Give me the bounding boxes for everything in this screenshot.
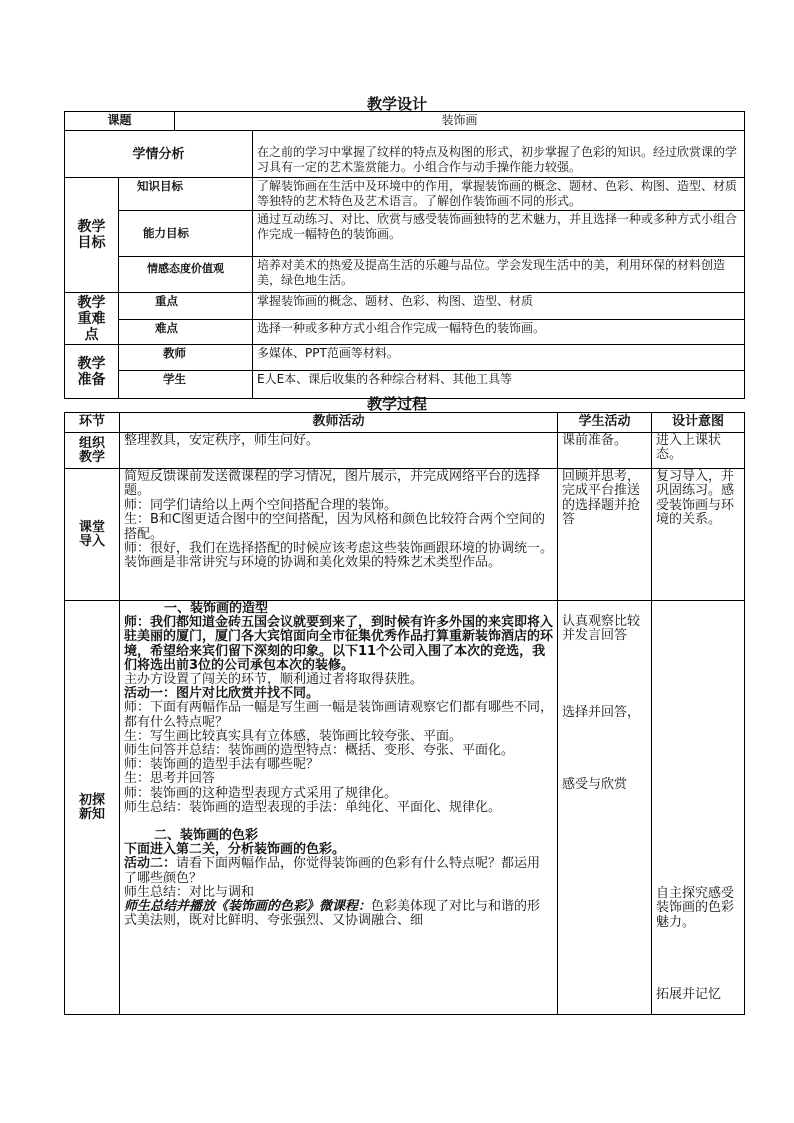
intent-organize: 进入上课状态。 bbox=[652, 433, 745, 469]
ability-row bbox=[65, 211, 745, 257]
explore-paragraph: 师：装饰画的这种造型表现方式采用了规律化。 bbox=[124, 785, 398, 801]
explore-paragraph bbox=[124, 900, 553, 928]
student-note: 选择并回答， bbox=[562, 704, 641, 720]
process-table bbox=[64, 412, 745, 1015]
student-prep-label: 学生 bbox=[119, 371, 253, 399]
intent-explore bbox=[652, 601, 745, 1015]
ability-text: 通过互动练习、对比、欣赏与感受装饰画独特的艺术魅力，并且选择一种或多种方式小组合作完成一幅特色的装饰画。 bbox=[253, 211, 745, 257]
student-prep-text: E人E本、课后收集的各种综合材料、其他工具等 bbox=[253, 371, 745, 399]
lesson-row bbox=[65, 112, 745, 131]
situation-label: 学情分析 bbox=[65, 131, 253, 178]
teacher-prep-text: 多媒体、PPT范画等材料。 bbox=[253, 345, 745, 371]
intro-paragraph: 生：B和C图更适合图中的空间搭配，因为风格和颜色比较符合两个空间的搭配。 bbox=[124, 512, 545, 542]
knowledge-text: 了解装饰画在生活中及环境中的作用，掌握装饰画的概念、题材、色彩、构图、造型、材质等独特的艺术特色及艺术语言。了解创作装饰画不同的形式。 bbox=[253, 178, 745, 211]
row-intro bbox=[65, 469, 745, 601]
student-note: 认真观察比较 bbox=[562, 614, 641, 629]
activity-two-text: 请看下面两幅作品，你觉得装饰画的色彩有什么特点呢？都运用了哪些颜色？ bbox=[124, 856, 541, 886]
focus-row bbox=[65, 293, 745, 320]
explore-paragraph: 师：装饰画的造型手法有哪些呢？ bbox=[124, 757, 320, 773]
goals-label: 教学目标 bbox=[65, 178, 119, 293]
teacher-intro bbox=[120, 469, 558, 601]
intro-paragraph: 师：很好，我们在选择搭配的时候应该考虑这些装饰画跟环境的协调统一。装饰画是非常讲究与环境的协调和美化效果的特殊艺术类型作品。 bbox=[124, 541, 554, 571]
row-organize bbox=[65, 433, 745, 469]
header-intent: 设计意图 bbox=[652, 413, 745, 433]
difficulty-label: 难点 bbox=[119, 320, 253, 345]
explore-paragraph: 下面进入第二关，分析装饰画的色彩。 bbox=[124, 842, 346, 858]
teacher-prep-row bbox=[65, 345, 745, 371]
explore-paragraph: 师生总结：装饰画的造型表现的手法：单纯化、平面化、规律化。 bbox=[124, 799, 502, 815]
difficulty-text: 选择一种或多种方式小组合作完成一幅特色的装饰画。 bbox=[253, 320, 745, 345]
explore-paragraph bbox=[124, 616, 553, 673]
lesson-value: 装饰画 bbox=[175, 112, 745, 131]
stage-explore: 初探新知 bbox=[65, 601, 120, 1015]
focus-text: 掌握装饰画的概念、题材、色彩、构图、造型、材质 bbox=[253, 293, 745, 320]
explore-paragraph: 主办方设置了闯关的环节，顺利通过者将取得获胜。 bbox=[124, 672, 424, 688]
emotion-label: 情感态度价值观 bbox=[119, 257, 253, 293]
spacer bbox=[562, 720, 647, 778]
intent-note: 自主探究感受装饰画的色彩魅力。 bbox=[656, 886, 735, 930]
prep-label: 教学准备 bbox=[65, 345, 119, 399]
spacer bbox=[562, 644, 647, 706]
knowledge-row bbox=[65, 178, 745, 211]
row-explore bbox=[65, 601, 745, 1015]
section-heading: 一、装饰画的造型 bbox=[164, 601, 269, 616]
student-note: 并发言回答 bbox=[562, 628, 628, 644]
explore-paragraph: 生：写生画比较真实具有立体感，装饰画比较夸张、平面。 bbox=[124, 728, 463, 744]
emotion-text: 培养对美术的热爱及提高生活的乐趣与品位。学会发现生活中的美，利用环保的材料创造美，绿色地生活。 bbox=[253, 257, 745, 293]
section-heading: 二、装饰画的色彩 bbox=[154, 828, 259, 844]
doc-title: 教学设计 bbox=[366, 95, 427, 113]
activity-two-label: 活动二： bbox=[124, 856, 177, 872]
stage-organize: 组织教学 bbox=[65, 433, 120, 469]
process-header-row bbox=[65, 413, 745, 433]
explore-paragraph: 师：下面有两幅作品一幅是写生画一幅是装饰画请观察它们都有哪些不同，都有什么特点呢？ bbox=[124, 700, 554, 730]
situation-row bbox=[65, 131, 745, 178]
activity-one: 活动一：图片对比欣赏并找不同。 bbox=[124, 686, 320, 702]
explore-paragraph: 生：思考并回答 bbox=[124, 771, 216, 787]
intent-intro: 复习导入，并巩固练习。感受装饰画与环境的关系。 bbox=[652, 469, 745, 601]
emotion-row bbox=[65, 257, 745, 293]
student-organize: 课前准备。 bbox=[558, 433, 652, 469]
student-intro: 回顾并思考，完成平台推送的选择题并抢答 bbox=[558, 469, 652, 601]
ability-label: 能力目标 bbox=[119, 211, 253, 257]
spacer bbox=[656, 930, 740, 988]
situation-text: 在之前的学习中掌握了纹样的特点及构图的形式，初步掌握了色彩的知识。经过欣赏课的学习具有一定的艺术鉴赏能力。小组合作与动手操作能力较强。 bbox=[253, 131, 745, 178]
lesson-label: 课题 bbox=[65, 112, 175, 131]
explore-paragraph: 师生总结：对比与调和 bbox=[124, 884, 255, 900]
knowledge-label: 知识目标 bbox=[119, 178, 253, 211]
process-title: 教学过程 bbox=[366, 395, 427, 413]
explore-text-bold-lead: 师：我们都知道金砖五国会议就要到来了，到时候有许多外国的来宾即将入驻美丽的厦门，厦门各大宾馆面向全市征集优秀作品打算重新装饰酒店的环境，希望给来宾们留下深刻的印象。以下11个公司入围了本次的竞选，我们将选出前3位的公司承包本次的装修。 bbox=[124, 615, 554, 673]
explore-paragraph bbox=[124, 857, 553, 885]
header-stage: 环节 bbox=[65, 413, 120, 433]
intro-paragraph: 师：同学们请给以上两个空间搭配合理的装饰。 bbox=[124, 497, 398, 513]
stage-intro: 课堂导入 bbox=[65, 469, 120, 601]
design-table bbox=[64, 111, 745, 399]
header-student: 学生活动 bbox=[558, 413, 652, 433]
header-teacher: 教师活动 bbox=[120, 413, 558, 433]
intent-note: 拓展并记忆 bbox=[656, 987, 722, 1003]
teacher-explore bbox=[120, 601, 558, 1015]
keys-label: 教学重难点 bbox=[65, 293, 119, 345]
summary-label: 师生总结并播放《装饰画的色彩》微课程： bbox=[124, 899, 372, 915]
explore-paragraph: 师生问答并总结：装饰画的造型特点：概括、变形、夸张、平面化。 bbox=[124, 743, 515, 759]
focus-label: 重点 bbox=[119, 293, 253, 320]
summary-text: 色彩美体现了对比与和谐的形式美法则，既对比鲜明、夸张强烈、又协调融合、细 bbox=[124, 899, 541, 929]
student-note: 感受与欣赏 bbox=[562, 777, 628, 793]
spacer bbox=[124, 815, 553, 829]
teacher-organize: 整理教具，安定秩序，师生问好。 bbox=[120, 433, 558, 469]
teacher-prep-label: 教师 bbox=[119, 345, 253, 371]
intro-paragraph: 简短反馈课前发送微课程的学习情况，图片展示，并完成网络平台的选择题。 bbox=[124, 469, 541, 499]
difficulty-row bbox=[65, 320, 745, 345]
student-explore bbox=[558, 601, 652, 1015]
